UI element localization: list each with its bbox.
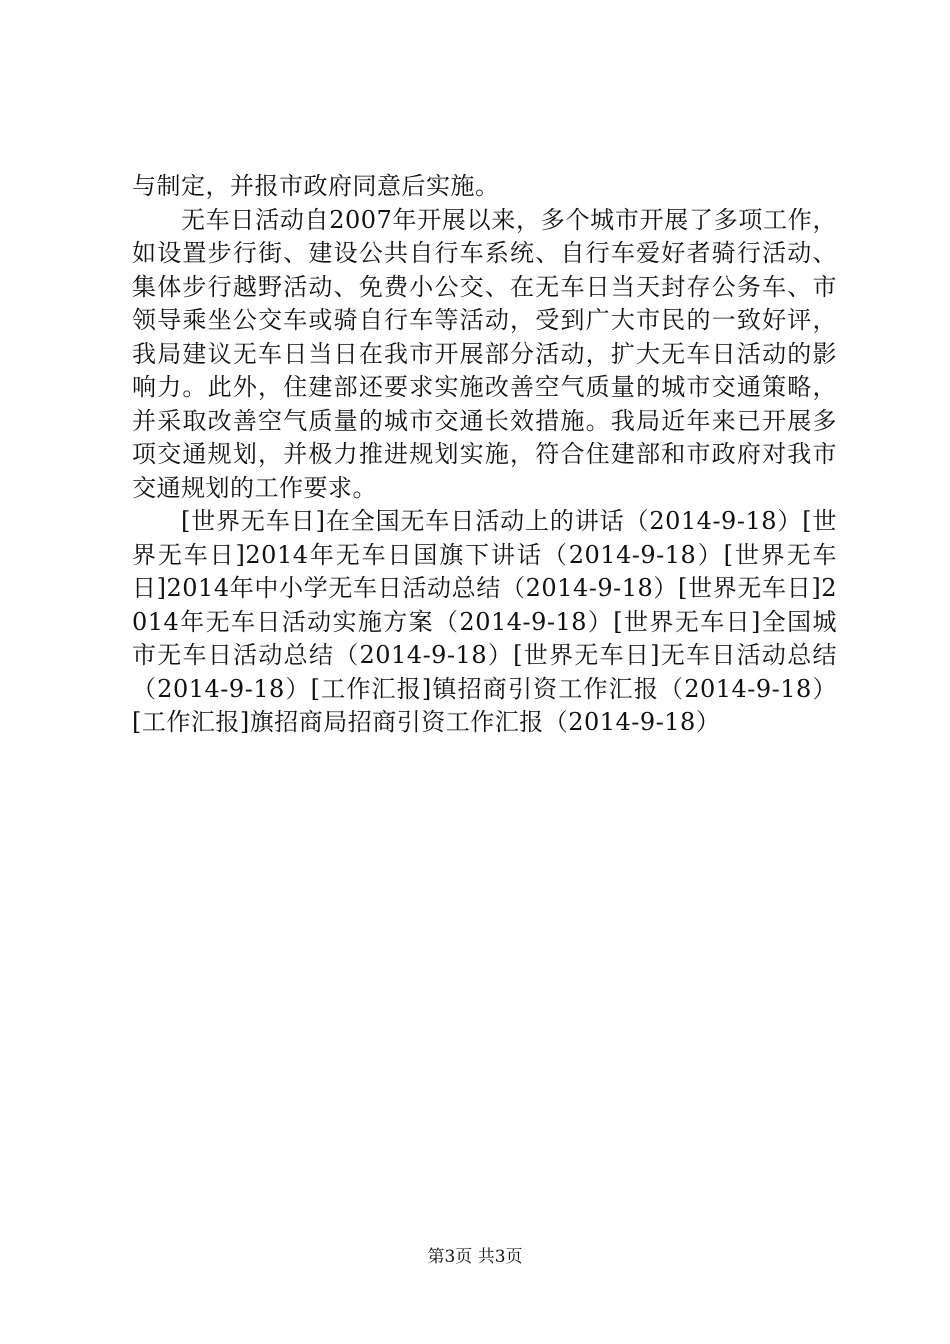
- page-number-footer: 第3页 共3页: [427, 1247, 523, 1267]
- paragraph-continuation: 与制定，并报市政府同意后实施。: [132, 172, 500, 200]
- paragraph-car-free-day-activities: 无车日活动自2007年开展以来，多个城市开展了多项工作，如设置步行街、建设公共自行车系统、自行车爱好者骑行活动、集体步行越野活动、免费小公交、在无车日当天封存公务车、市领导乘坐公交车或骑自行车等活动，受到广大市民的一致好评，我局建议无车日当日在我市开展部分活动，扩大无车日活动的影响力。此外，住建部还要求实施改善空气质量的城市交通策略，并采取改善空气质量的城市交通长效措施。我局近年来已开展多项交通规划，并极力推进规划实施，符合住建部和市政府对我市交通规划的工作要求。: [132, 205, 837, 502]
- document-body: [132, 170, 837, 740]
- paragraph-related-articles: [世界无车日]在全国无车日活动上的讲话（2014-9-18）[世界无车日]2014年无车日国旗下讲话（2014-9-18）[世界无车日]2014年中小学无车日活动总结（2014-9-18）[世界无车日]2014年无车日活动实施方案（2014-9-18）[世界无车日]全国城市无车日活动总结（2014-9-18）[世界无车日]无车日活动总结（2014-9-18）[工作汇报]镇招商引资工作汇报（2014-9-18）[工作汇报]旗招商局招商引资工作汇报（2014-9-18）: [132, 507, 837, 736]
